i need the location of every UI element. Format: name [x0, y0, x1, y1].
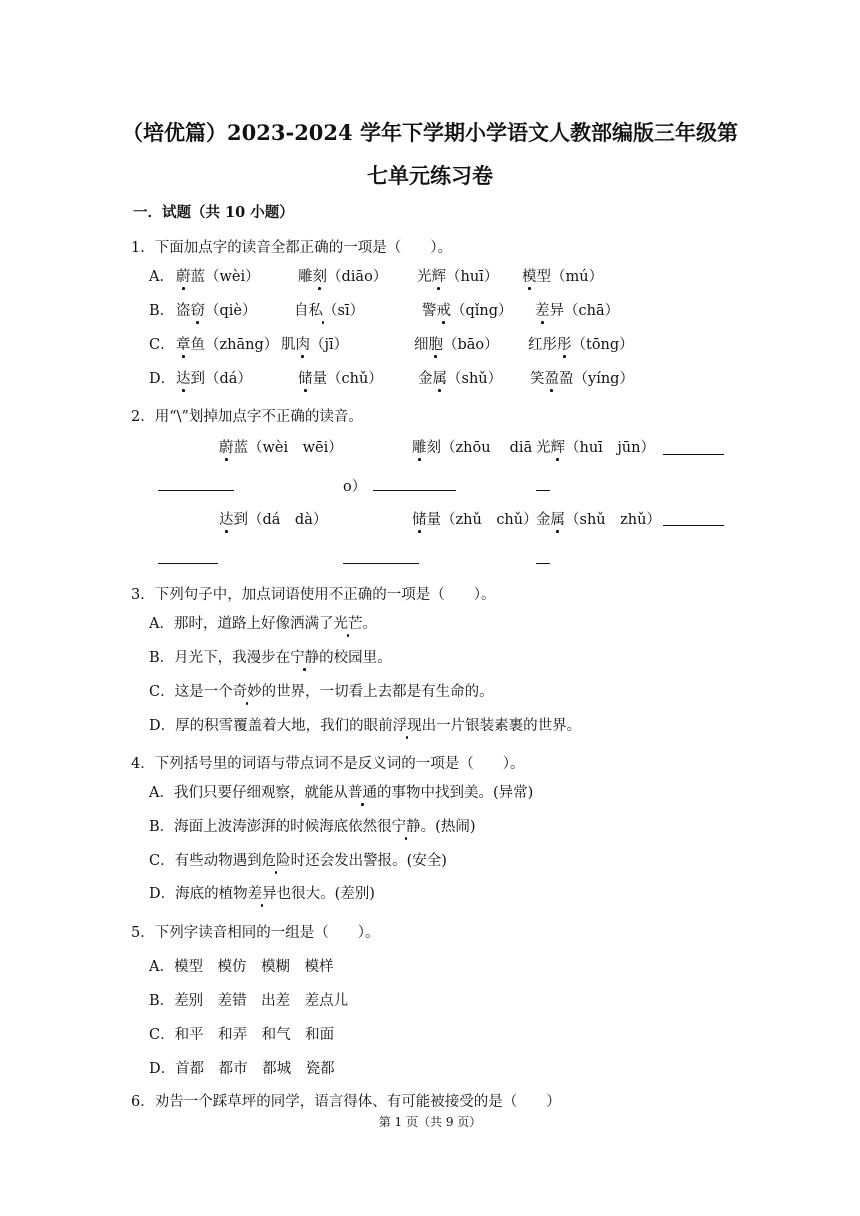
q3-option-b: B．月光下，我漫步在宁静的校园里。 [149, 650, 392, 666]
q1-c-word2: 肌肉（jī） [281, 337, 349, 353]
page-title-line1: （培优篇）2023-2024 学年下学期小学语文人教部编版三年级第 [122, 120, 738, 145]
q1-option-a-label: A． [149, 269, 174, 285]
q5-option-a: A．模型 模仿 模糊 模样 [149, 959, 334, 975]
q1-b-word4: 差异（chā） [535, 303, 620, 319]
q4-option-a: A．我们只要仔细观察，就能从普通的事物中找到美。(异常) [149, 785, 534, 801]
answer-blank[interactable] [373, 490, 456, 491]
answer-blank[interactable] [343, 563, 419, 564]
q1-c-word4: 红彤彤（tōng） [528, 337, 634, 353]
q1-d-word3: 金属（shǔ） [418, 371, 503, 387]
q1-a-word2: 雕刻（diāo） [298, 269, 388, 285]
q1-option-b-label: B． [149, 303, 175, 319]
q3-option-a: A．那时，道路上好像洒满了光芒。 [149, 616, 377, 632]
q1-option-c-label: C． [149, 337, 175, 353]
q1-option-d-label: D． [149, 371, 176, 387]
q2-r1-word-b: 雕刻（zhōu diā [412, 440, 533, 456]
question-4-stem: 4．下列括号里的词语与带点词不是反义词的一项是（ ）。 [131, 756, 525, 772]
q2-r2-word-a: 达到（dá dà） [219, 512, 328, 528]
q2-r1-word-c: 光辉（huī jūn） [536, 440, 655, 456]
q5-option-c: C．和平 和弄 和气 和面 [149, 1027, 335, 1043]
question-3-stem: 3．下列句子中，加点词语使用不正确的一项是（ ）。 [131, 587, 496, 603]
q2-r1-word-b-tail: o） [343, 479, 367, 495]
q4-option-b: B．海面上波涛澎湃的时候海底依然很宁静。(热闹) [149, 819, 476, 835]
q1-a-word1: 蔚蓝（wèi） [176, 269, 260, 285]
q5-option-d: D．首都 都市 都城 瓷都 [149, 1061, 335, 1077]
q1-b-word3: 警戒（qǐng） [422, 303, 513, 319]
q1-c-word3: 细胞（bāo） [414, 337, 499, 353]
q3-option-c: C．这是一个奇妙的世界，一切看上去都是有生命的。 [149, 684, 494, 700]
q5-option-b: B．差别 差错 出差 差点儿 [149, 993, 349, 1009]
page-footer: 第 1 页（共 9 页） [378, 1115, 482, 1129]
q1-d-word2: 储量（chǔ） [298, 371, 383, 387]
answer-blank[interactable] [536, 490, 550, 491]
q1-a-word4: 模型（mú） [522, 269, 604, 285]
q3-option-d: D．厚的积雪覆盖着大地，我们的眼前浮现出一片银装素裹的世界。 [149, 718, 582, 734]
q1-b-word2: 自私（sī） [294, 303, 365, 319]
q2-r1-word-a: 蔚蓝（wèi wēi） [219, 440, 343, 456]
q1-d-word4: 笑盈盈（yíng） [530, 371, 634, 387]
answer-blank[interactable] [663, 525, 724, 526]
question-1-stem: 1．下面加点字的读音全都正确的一项是（ ）。 [131, 240, 452, 256]
question-5-stem: 5．下列字读音相同的一组是（ ）。 [131, 925, 380, 941]
answer-blank[interactable] [158, 490, 234, 491]
answer-blank[interactable] [536, 563, 550, 564]
q4-option-c: C．有些动物遇到危险时还会发出警报。(安全) [149, 853, 447, 869]
q2-r2-word-c: 金属（shǔ zhǔ） [536, 512, 661, 528]
q1-c-word1: 章鱼（zhāng） [176, 337, 279, 353]
q2-r2-word-b: 储量（zhǔ chǔ） [412, 512, 538, 528]
page-title-line2: 七单元练习卷 [367, 163, 493, 188]
q1-b-word1: 盗窃（qiè） [176, 303, 257, 319]
answer-blank[interactable] [663, 454, 724, 455]
answer-blank[interactable] [158, 563, 218, 564]
q4-option-d: D．海底的植物差异也很大。(差别) [149, 886, 375, 902]
question-2-stem: 2．用“\”划掉加点字不正确的读音。 [131, 409, 363, 425]
section-heading: 一．试题（共 10 小题） [133, 204, 294, 221]
q1-a-word3: 光辉（huī） [417, 269, 499, 285]
question-6-stem: 6．劝告一个踩草坪的同学，语言得体、有可能被接受的是（ ） [131, 1094, 561, 1110]
q1-d-word1: 达到（dá） [176, 371, 252, 387]
